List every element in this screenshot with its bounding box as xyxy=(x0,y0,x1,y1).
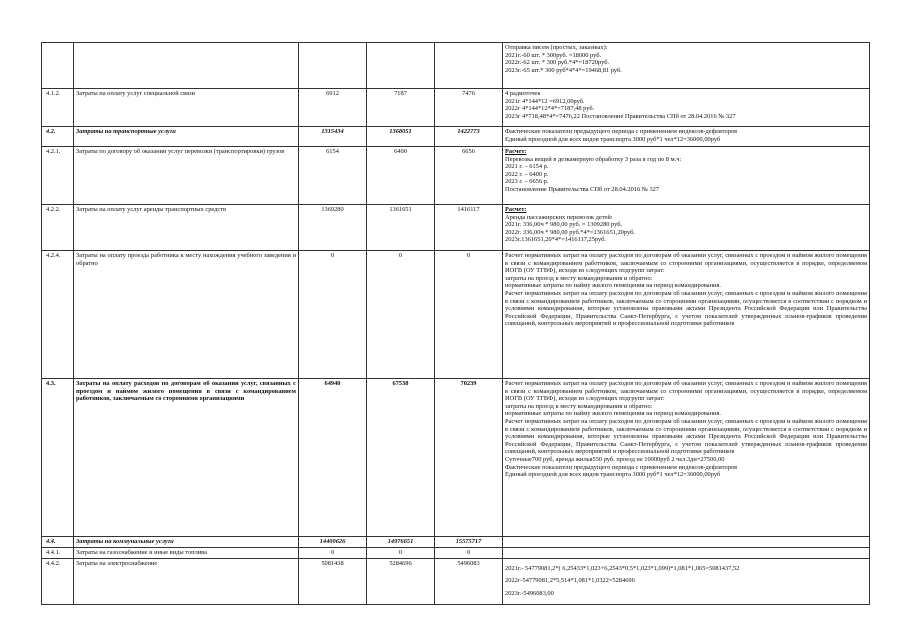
row-code: 4.2.1. xyxy=(42,147,74,205)
value-2023: 1416117 xyxy=(435,205,503,251)
calc-line: 2022г.-62 шт. * 300 руб.*4*=18720руб. xyxy=(505,59,610,67)
value-2023: 0 xyxy=(435,548,503,559)
row-code: 4.4. xyxy=(42,537,74,548)
calc-paragraph: Расчет нормативных затрат на оплату расходов по договорам об оказании услуг, связанных с проездом и наймом жилого помещения в связи с командированием работников, заключаемым со сторонними организациями, осуществляется в порядке, определяемом ИОГВ (ОУ ТГВФ), исходя из следующих подгрупп затрат: xyxy=(505,252,867,275)
value-2021: 5081438 xyxy=(299,558,367,604)
calc-line: Суточные700 руб, аренда жилья550 руб. проезд не 10000руб 2 чел.3дн=27500,00 xyxy=(505,455,725,463)
table-row xyxy=(42,548,870,559)
calc-line: 2022г 4*144*12*4*=7187,48 руб. xyxy=(505,105,595,113)
value-2022: 1361651 xyxy=(367,205,435,251)
value-2022 xyxy=(367,43,435,89)
calc-cell xyxy=(503,205,870,251)
calc-cell xyxy=(503,147,870,205)
table-row xyxy=(42,147,870,205)
value-2022: 6400 xyxy=(367,147,435,205)
calc-line: нормативные затраты по найму жилого помещения на период командирования. xyxy=(505,282,721,290)
value-2021: 1369280 xyxy=(299,205,367,251)
value-2022: 1368051 xyxy=(367,127,435,147)
calc-line: Постановление Правительства СПб от 28.04.2016 № 327 xyxy=(505,185,660,193)
table-row xyxy=(42,89,870,127)
calc-line: 2023г.-5496083,00 xyxy=(505,589,554,597)
row-code: 4.3. xyxy=(42,379,74,537)
calc-paragraph: Расчет нормативных затрат на оплату расходов по договорам об оказании услуг, связанных с проездом и наймом жилого помещения в связи с командированием работников, заключаемым со сторонними организациями, осуществляется в соответствии с порядком и условиями командирования, которые установлены правовыми актами Президента Российской Федерации или Правительства Российской Федерации, Правительства Санкт-Петербурга, с учетом показателей утвержденных планов-графиков проведения совещаний, контрольных мероприятий и профессиональной подготовки работников xyxy=(505,417,867,456)
table-row xyxy=(42,127,870,147)
calc-line: Единый проездной для всех видов транспорта 3000 руб*1 чел*12=36000,00руб xyxy=(505,135,721,143)
calc-line: Фактические показатели предыдущего периода с применением индексов-дефляторов xyxy=(505,463,738,471)
row-name: Затраты на оплату услуг специальной связи xyxy=(74,89,299,127)
calc-line: Отправка писем (простых, заказных): xyxy=(505,44,608,51)
value-2021: 6912 xyxy=(299,89,367,127)
table-row xyxy=(42,379,870,537)
value-2022: 5284696 xyxy=(367,558,435,604)
calc-cell xyxy=(503,558,870,604)
calc-cell xyxy=(503,251,870,379)
calc-cell xyxy=(503,548,870,559)
value-2023 xyxy=(435,43,503,89)
table-row xyxy=(42,537,870,548)
calc-paragraph: Расчет нормативных затрат на оплату расходов по договорам об оказании услуг, связанных с проездом и наймом жилого помещения в связи с командированием работников, заключаемым со сторонними организациями, осуществляется в порядке, определяемом ИОГВ (ОУ ТГВФ), исходя из следующих подгрупп затрат: xyxy=(505,380,867,403)
value-2021: 0 xyxy=(299,548,367,559)
budget-table-sheet xyxy=(41,42,869,605)
calc-line: Фактические показатели предыдущего периода с применением индексов-дефляторов xyxy=(505,128,738,135)
row-name: Затраты на транспортные услуги xyxy=(74,127,299,147)
calc-cell xyxy=(503,127,870,147)
value-2022: 67538 xyxy=(367,379,435,537)
calc-line: Аренда пассажирских перевозок детей: xyxy=(505,213,613,221)
row-code: 4.2.4. xyxy=(42,251,74,379)
value-2022: 0 xyxy=(367,548,435,559)
table-row xyxy=(42,251,870,379)
calc-cell xyxy=(503,89,870,127)
calc-line: 2021г 4*144*12 =6912,00руб. xyxy=(505,97,585,105)
value-2021: 64940 xyxy=(299,379,367,537)
calc-line: 2021 г. – 6154 р. xyxy=(505,163,549,171)
row-name: Затраты на электроснабжение xyxy=(74,558,299,604)
calc-line: 2022г-54779081,2*5,514*1,081*1,0322=5284696 xyxy=(505,577,635,585)
value-2022: 14976651 xyxy=(367,537,435,548)
calc-heading: Расчет: xyxy=(505,206,527,213)
value-2023: 0 xyxy=(435,251,503,379)
calc-cell xyxy=(503,379,870,537)
calc-paragraph: Расчет нормативных затрат на оплату расходов по договорам об оказании услуг, связанных с проездом и наймом жилого помещения в связи с командированием работников, заключаемым со сторонними организациями, осуществляется в соответствии с порядком и условиями командирования, которые установлены правовыми актами Президента Российской Федерации или Правительства Российской Федерации, Правительства Санкт-Петербурга, с учетом показателей утвержденных планов-графиков проведения совещаний, контрольных мероприятий и профессиональной подготовки работников xyxy=(505,289,867,328)
calc-line: 2022г. 336,00ч * 980,00 руб.*4*=1361651,20руб. xyxy=(505,228,635,236)
value-2022: 0 xyxy=(367,251,435,379)
row-name: Затраты по договору об оказании услуг перевозки (транспортировки) грузов xyxy=(74,147,299,205)
calc-line: 2021г.-60 шт. * 300руб. =18000 руб. xyxy=(505,51,602,59)
calc-line: 2021г.- 54779081,2*( 6,25433*1,023+6,2543*0,5*1,023*1,099)*1,081*1,065=5081437,52 xyxy=(505,564,740,572)
calc-line: 2023г.1361651,20*4*=1416117,25руб. xyxy=(505,236,607,244)
value-2023: 7476 xyxy=(435,89,503,127)
calc-line: затраты на проезд к месту командирования и обратно: xyxy=(505,274,653,282)
calc-line: нормативные затраты по найму жилого помещения на период командирования. xyxy=(505,410,721,418)
value-2021: 1315434 xyxy=(299,127,367,147)
row-code: 4.2.2. xyxy=(42,205,74,251)
calc-cell xyxy=(503,537,870,548)
value-2023: 5496083 xyxy=(435,558,503,604)
calc-line: 2022 г. – 6400 р. xyxy=(505,170,549,178)
row-code: 4.4.2. xyxy=(42,558,74,604)
value-2023: 1422773 xyxy=(435,127,503,147)
table-row xyxy=(42,43,870,89)
row-name: Затраты на оплату услуг аренды транспортных средств xyxy=(74,205,299,251)
value-2021: 14400626 xyxy=(299,537,367,548)
calc-line: 2021г. 336,00ч * 980,00 руб. = 1309280 руб. xyxy=(505,221,623,229)
value-2023: 6656 xyxy=(435,147,503,205)
row-name xyxy=(74,43,299,89)
calc-line: Перевозка вещей в дезкамерную обработку 3 раза в год по 8 м.ч: xyxy=(505,155,682,163)
table-row xyxy=(42,558,870,604)
value-2022: 7187 xyxy=(367,89,435,127)
value-2021 xyxy=(299,43,367,89)
calc-line: 4 радиоточек xyxy=(505,90,541,97)
calc-line: Единый проездной для всех видов транспорта 3000 руб*1 чел*12=36000,00руб xyxy=(505,471,721,479)
value-2021: 0 xyxy=(299,251,367,379)
row-code: 4.4.1. xyxy=(42,548,74,559)
cost-calculation-table xyxy=(41,42,870,605)
value-2021: 6154 xyxy=(299,147,367,205)
row-name: Затраты на газоснабжение и иные виды топлива xyxy=(74,548,299,559)
row-code xyxy=(42,43,74,89)
calc-heading: Расчет: xyxy=(505,148,527,155)
value-2023: 15575717 xyxy=(435,537,503,548)
row-code: 4.2. xyxy=(42,127,74,147)
row-name: Затраты на коммунальные услуги xyxy=(74,537,299,548)
table-row xyxy=(42,205,870,251)
row-name: Затраты на оплату проезда работника к месту нахождения учебного заведения и обратно xyxy=(74,251,299,379)
calc-cell xyxy=(503,43,870,89)
calc-line: затраты на проезд к месту командирования и обратно: xyxy=(505,402,653,410)
value-2023: 70239 xyxy=(435,379,503,537)
row-name: Затраты на оплату расходов по договорам об оказании услуг, связанных с проездом и наймом жилого помещения в связи с командированием работников, заключаемым со сторонними организациями xyxy=(74,379,299,537)
row-code: 4.1.2. xyxy=(42,89,74,127)
calc-line: 2023г.-65 шт.* 300 руб*4*4*=19468,81 руб. xyxy=(505,66,622,74)
calc-line: 2023 г. – 6656 р. xyxy=(505,178,549,186)
calc-line: 2023г 4*718,48*4*=7476,22 Постановление Правительства СПб от 28.04.2016 № 327 xyxy=(505,112,736,120)
